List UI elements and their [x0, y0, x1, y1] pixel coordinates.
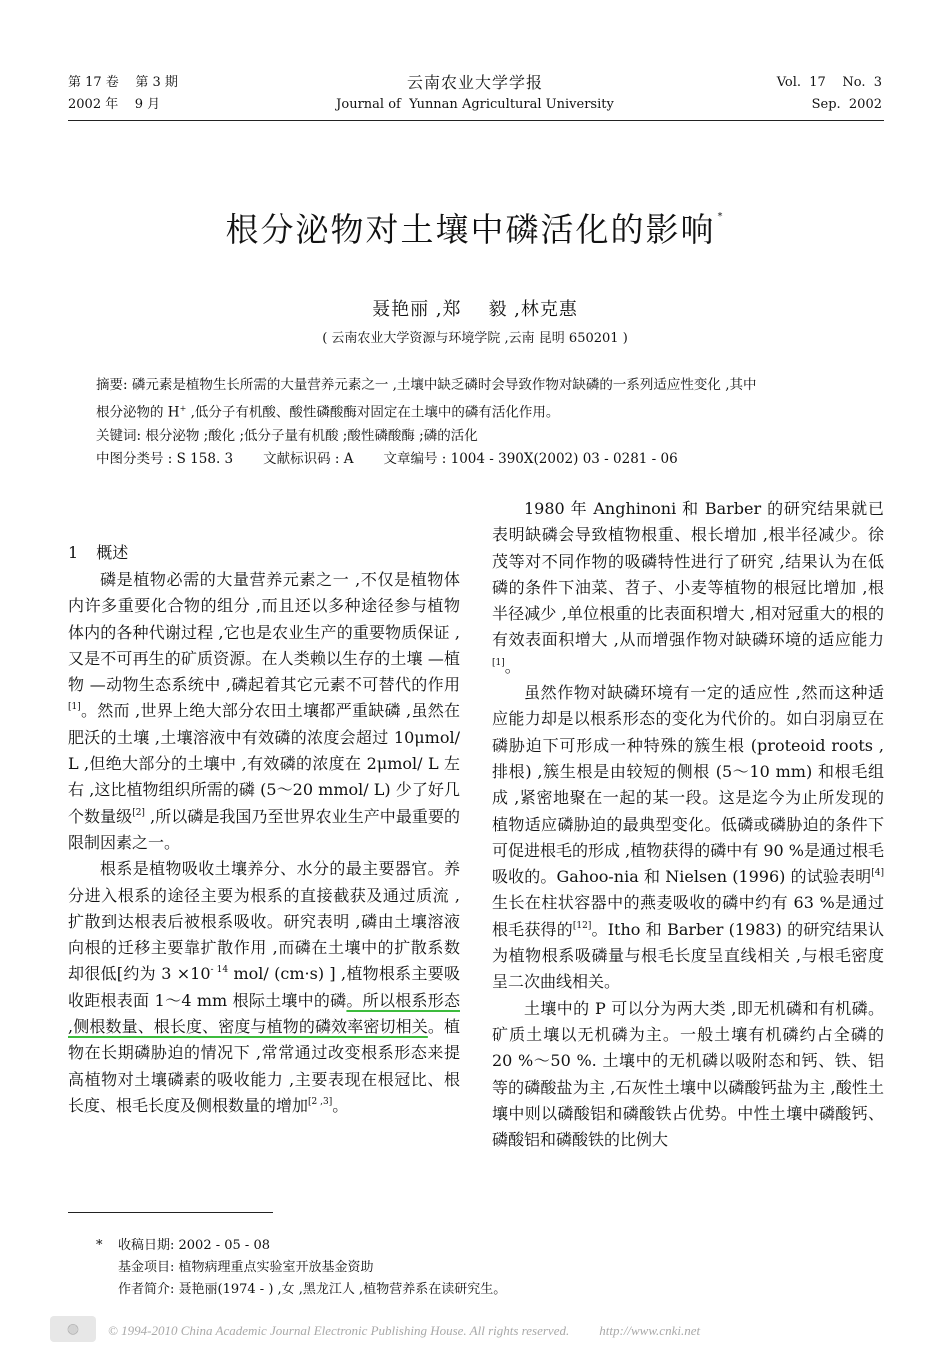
text-run: 。植物在长期磷胁迫的情况下 ,常常通过改变根系形态来提高植物对土壤磷素的吸收能力 ,主要表现在根冠比、根长度、根毛长度及侧根数量的增加: [68, 1017, 460, 1115]
citation-link[interactable]: [2]: [132, 807, 145, 818]
left-column: [68, 567, 460, 1119]
citation-link[interactable]: [12]: [572, 920, 592, 931]
header-journal-english: Journal of Yunnan Agricultural University: [336, 97, 614, 112]
header-rule: [68, 120, 884, 121]
footnote: [96, 1235, 506, 1301]
article-title-text: 根分泌物对土壤中磷活化的影响: [225, 210, 716, 249]
article-title: [0, 204, 950, 251]
header-vol-no: [777, 72, 882, 116]
section-title: 概述: [96, 543, 129, 562]
header-journal-chinese: 云南农业大学学报: [406, 73, 543, 92]
text-run: 生长在柱状容器中的燕麦吸收的磷中约有 63 %是通过根毛获得的: [492, 893, 884, 939]
section-number: 1: [68, 543, 79, 562]
left-paragraph-1: [68, 567, 460, 856]
text-run: 。: [504, 656, 521, 676]
header-date-english: Sep. 2002: [811, 97, 882, 112]
exponent: - 14: [210, 965, 229, 976]
hydrogen-ion-sup: +: [179, 404, 187, 413]
right-paragraph-3: 土壤中的 P 可以分为两大类 ,即无机磷和有机磷。矿质土壤以无机磷为主。一般土壤有机磷约占全磷的 20 %～50 %. 土壤中的无机磷以吸附态和钙、铁、铝等的磷酸盐为主 ,石灰性土壤中以磷酸钙盐为主 ,酸性土壤中则以磷酸铝和磷酸铁占优势。中性土壤中磷酸钙、磷酸铝和磷酸铁的比例大: [492, 998, 884, 1150]
right-paragraph-1: [492, 496, 884, 680]
article-number: 文章编号 : 1004 - 390X(2002) 03 - 0281 - 06: [383, 450, 678, 467]
citation-link[interactable]: [1]: [68, 702, 81, 713]
affiliation: ( 云南农业大学资源与环境学院 ,云南 昆明 650201 ): [322, 331, 628, 346]
citation-link[interactable]: [4]: [871, 868, 884, 879]
abstract-line-1: 摘要: 磷元素是植物生长所需的大量营养元素之一 ,土壤中缺乏磷时会导致作物对缺磷的一系列适应性变化 ,其中: [96, 377, 757, 393]
copyright-text: © 1994-2010 China Academic Journal Electronic Publishing House. All rights reserved.: [108, 1323, 570, 1338]
abstract-line-2-a: 根分泌物的 H: [96, 404, 180, 421]
abstract-line-2-b: ,低分子有机酸、酸性磷酸酶对固定在土壤中的磷有活化作用。: [186, 404, 560, 421]
header-volume-line: 第 17 卷 第 3 期: [68, 75, 178, 90]
text-run: 。然而 ,世界上绝大部分农田土壤都严重缺磷 ,虽然在肥沃的土壤 ,土壤溶液中有效磷的浓度会超过 10μmol/ L ,但绝大部分的土壤中 ,有效磷的浓度在 2μmol/ L 左右 ,这比植物组织所需的磷 (5～20 mmol/ L) 少了好几个数量级: [68, 701, 460, 826]
section-heading: [68, 540, 146, 563]
copyright-footer: [108, 1323, 700, 1339]
right-column: [492, 496, 884, 1153]
footnote-received: [96, 1235, 506, 1257]
author-bio: 作者简介: 聂艳丽(1974 - ) ,女 ,黑龙江人 ,植物营养系在读研究生。: [118, 1282, 507, 1297]
header-vol-english: Vol. 17 No. 3: [776, 75, 882, 90]
abstract-line-2: [96, 397, 888, 425]
text-run: ,所以磷是我国乃至世界农业生产中最重要的限制因素之一。: [68, 806, 460, 852]
author-list: 聂艳丽 ,郑 毅 ,林克惠: [372, 299, 578, 320]
footnote-author: [96, 1279, 506, 1301]
text-run: 虽然作物对缺磷环境有一定的适应性 ,然而这种适应能力却是以根系形态的变化为代价的。如白羽扇豆在磷胁迫下可形成一种特殊的簇生根 (proteoid roots ,排根) ,簇生根是由较短的侧根 (5～10 mm) 和根毛组成 ,紧密地聚在一起的某一段。这是迄今为止所发现的植物适应磷胁迫的最典型变化。低磷或磷胁迫的条件下可促进根毛的形成 ,植物获得的磷中有 90 %是通过根毛吸收的。Gahoo-nia 和 Nielsen (1996) 的试验表明: [492, 683, 884, 887]
abstract-block: [96, 374, 888, 471]
text-run: 磷是植物必需的大量营养元素之一 ,不仅是植物体内许多重要化合物的组分 ,而且还以多种途径参与植物体内的各种代谢过程 ,它也是农业生产的重要物质保证 ,又是不可再生的矿质资源。在人类赖以生存的土壤 —植物 —动物生态系统中 ,磷起着其它元素不可替代的作用: [68, 570, 460, 695]
received-date: 收稿日期: 2002 - 05 - 08: [118, 1238, 270, 1253]
text-run: 。: [332, 1095, 349, 1115]
text-run: 根系是植物吸收土壤养分、水分的最主要器官。养分进入根系的途径主要为根系的直接截获及通过质流 ,扩散到达根表后被根系吸收。研究表明 ,磷由土壤溶液向根的迁移主要靠扩散作用 ,而磷在土壤中的扩散系数却很低[约为 3 ×10: [68, 859, 460, 984]
header-date-line: 2002 年 9 月: [68, 97, 161, 112]
text-run: mol/ (cm·s) ] ,植物根系主要吸收距根表面 1～4 mm 根际土壤中的磷: [68, 964, 460, 1010]
footnote-fund: [96, 1257, 506, 1279]
citation-link[interactable]: [2 ,3]: [308, 1096, 333, 1107]
document-code: 文献标识码 : A: [263, 450, 354, 467]
highlighted-sentence: 。所以根系形态 ,侧根数量、根长度、密度与植物的磷效率密切相关: [68, 990, 460, 1037]
title-footnote-mark: *: [717, 211, 725, 222]
cnki-url-link[interactable]: http://www.cnki.net: [599, 1323, 701, 1338]
classification-row: [96, 448, 888, 471]
left-paragraph-2: [68, 856, 460, 1119]
cnki-logo-icon: ◍: [50, 1316, 96, 1342]
clc-number: 中图分类号 : S 158. 3: [96, 450, 234, 467]
keywords: 关键词: 根分泌物 ;酸化 ;低分子量有机酸 ;酸性磷酸酶 ;磷的活化: [96, 427, 478, 444]
text-run: 。Itho 和 Barber (1983) 的研究结果认为植物根系吸磷量与根毛长度呈直线相关 ,与根毛密度呈二次曲线相关。: [492, 919, 884, 992]
right-paragraph-2: [492, 680, 884, 996]
footnote-star: *: [96, 1238, 103, 1253]
text-run: 1980 年 Anghinoni 和 Barber 的研究结果就已表明缺磷会导致植物根重、根长增加 ,根半径减少。徐茂等对不同作物的吸磷特性进行了研究 ,结果认为在低磷的条件下油菜、苕子、小麦等植物的根冠比增加 ,根半径减少 ,单位根重的比表面积增大 ,相对冠重大的根的有效表面积增大 ,从而增强作物对缺磷环境的适应能力: [492, 499, 884, 650]
fund-info: 基金项目: 植物病理重点实验室开放基金资助: [118, 1260, 374, 1275]
citation-link[interactable]: [1]: [492, 657, 505, 668]
footnote-rule: [68, 1212, 273, 1213]
